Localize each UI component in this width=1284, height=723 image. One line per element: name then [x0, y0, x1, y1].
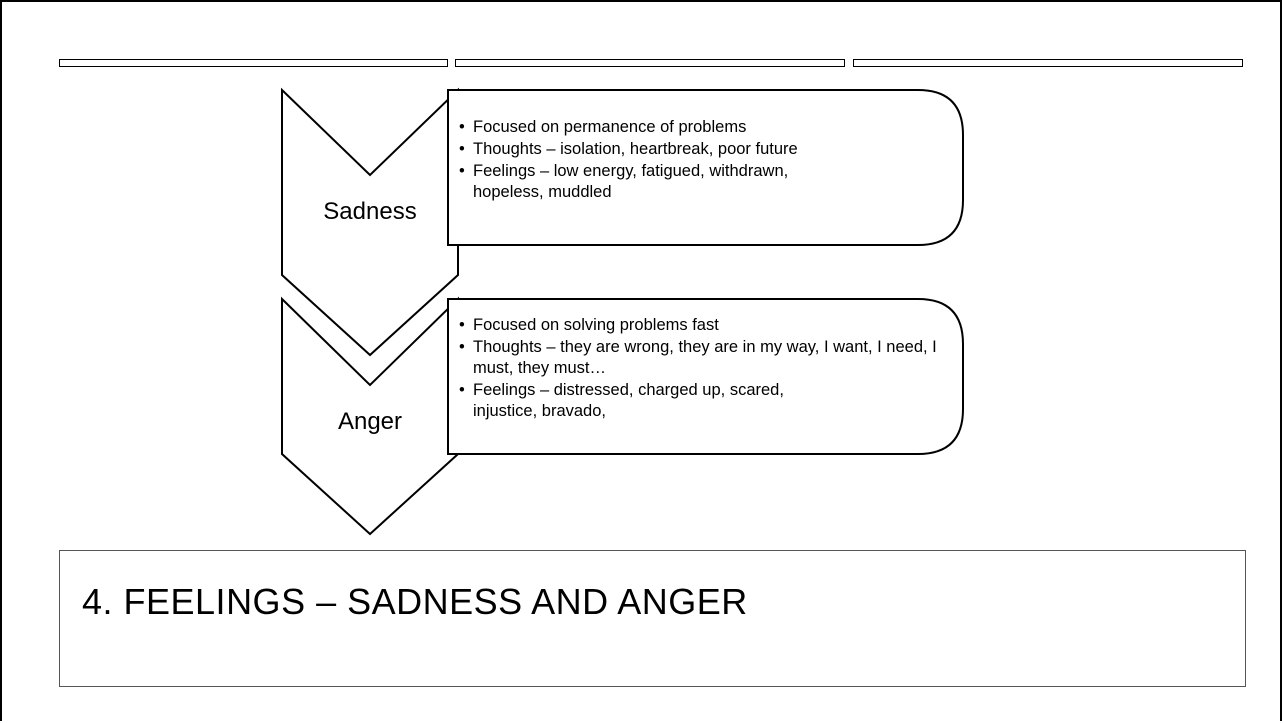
title-box: [59, 550, 1246, 687]
sadness-bullet: • Thoughts – isolation, heartbreak, poor future: [459, 139, 959, 160]
slide-title: 4. FEELINGS – SADNESS AND ANGER: [82, 581, 748, 622]
sadness-bullet: • Feelings – low energy, fatigued, withdrawn, hopeless, muddled: [459, 161, 793, 203]
sadness-bullets: [459, 117, 959, 204]
anger-label: Anger: [337, 408, 403, 435]
sadness-label: Sadness: [323, 198, 417, 225]
anger-bullet: • Thoughts – they are wrong, they are in my way, I want, I need, I must, they must…: [459, 337, 963, 379]
anger-bullets: [459, 315, 959, 423]
sadness-bullet: • Focused on permanence of problems: [459, 117, 959, 138]
anger-bullet: • Focused on solving problems fast: [459, 315, 959, 336]
anger-bullet: • Feelings – distressed, charged up, scared, injustice, bravado,: [459, 380, 793, 422]
